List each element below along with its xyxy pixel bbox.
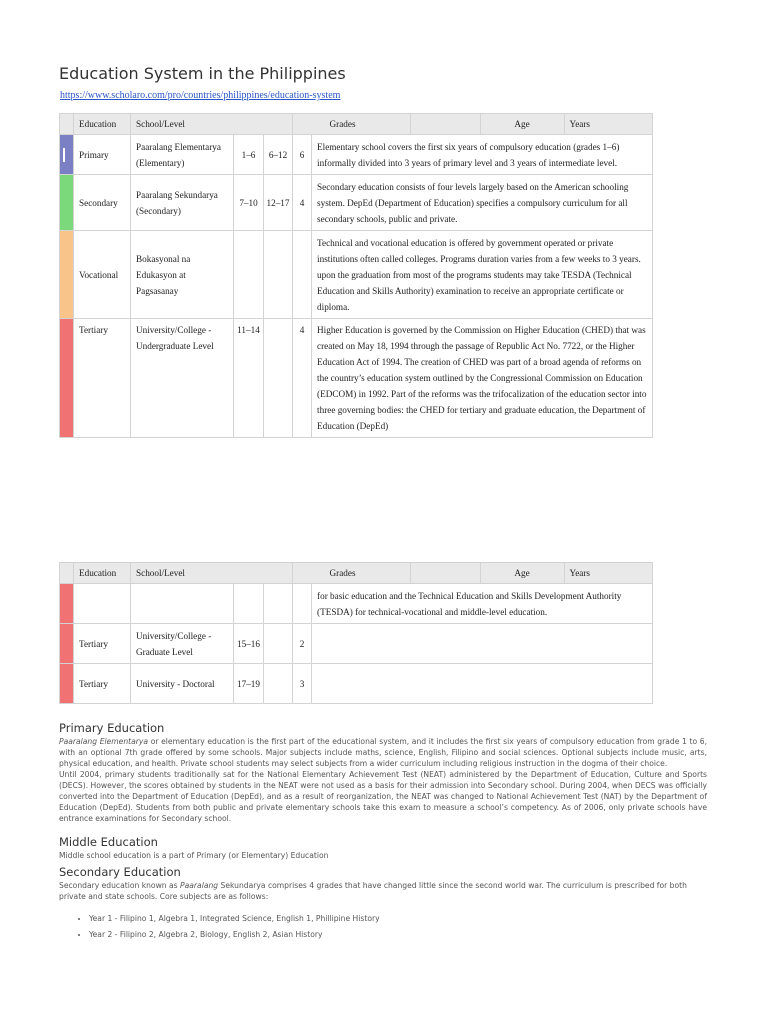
header-education: Education (74, 114, 131, 135)
cell-years (293, 584, 312, 624)
header-school-level: School/Level (131, 114, 293, 135)
header-grades: Grades (324, 114, 394, 134)
cell-years: 4 (293, 175, 312, 231)
education-table-1 (59, 113, 653, 438)
cell-notes: for basic education and the Technical Education and Skills Development Authority (TESDA) for technical-vocational and middle-level education. (312, 584, 653, 624)
cell-education: Tertiary (74, 319, 131, 438)
cell-years (293, 231, 312, 319)
header-years-notes (564, 563, 652, 583)
list-item: • Year 2 - Filipino 2, Algebra 2, Biology, English 2, Asian History (89, 929, 380, 940)
cell-education: Primary (74, 135, 131, 175)
bar-marker (63, 148, 65, 162)
secondary-paragraph (59, 880, 707, 902)
header-school-level: School/Level (131, 563, 293, 584)
cell-education: Tertiary (74, 624, 131, 664)
color-bar (60, 584, 74, 624)
color-bar (60, 175, 74, 231)
header-group (293, 114, 653, 135)
table-row (60, 175, 653, 231)
curriculum-list (59, 913, 380, 945)
cell-age: 12–17 (264, 175, 293, 231)
cell-school: Paaralang Sekundarya (Secondary) (131, 175, 234, 231)
header-years: Years (569, 119, 591, 129)
header-years: Years (569, 568, 591, 578)
cell-school: Paaralang Elementarya (Elementary) (131, 135, 234, 175)
header-education: Education (74, 563, 131, 584)
cell-notes: Elementary school covers the first six years of compulsory education (grades 1–6) informally divided into 3 years of primary level and 3 years of intermediate level. (312, 135, 653, 175)
primary-heading: Primary Education (59, 721, 165, 735)
education-table-2 (59, 562, 653, 704)
cell-grades (234, 584, 264, 624)
table-row (60, 135, 653, 175)
color-bar (60, 624, 74, 664)
table-header-row (60, 114, 653, 135)
cell-education: Vocational (74, 231, 131, 319)
primary-paragraph (59, 736, 707, 824)
cell-school: Bokasyonal na Edukasyon at Pagsasanay (131, 231, 234, 319)
cell-grades: 7–10 (234, 175, 264, 231)
cell-school (131, 584, 234, 624)
header-group (293, 563, 653, 584)
cell-notes: Higher Education is governed by the Commission on Higher Education (CHED) that was created on May 18, 1994 through the passage of Republic Act No. 7722, or the Higher Education Act of 1994. The creation of CHED was part of a broad agenda of reforms on the country’s education system outlined by the Congressional Commission on Education (EDCOM) in 1992. Part of the reforms was the trifocalization of the education sector into three governing bodies: the CHED for tertiary and graduate education, the Department of Education (DepEd) (312, 319, 653, 438)
secondary-text-before: Secondary education known as (59, 881, 181, 890)
primary-italic: Paaralang Elementarya (59, 737, 149, 746)
cell-years: 2 (293, 624, 312, 664)
cell-notes: Technical and vocational education is offered by government operated or private institutions often called colleges. Programs duration varies from a few weeks to 3 years. upon the graduation from most of the programs students may take TESDA (Technical Education and Skills Authority) examination to receive an appropriate certificate or diploma. (312, 231, 653, 319)
cell-years: 4 (293, 319, 312, 438)
cell-grades (234, 231, 264, 319)
color-bar (60, 135, 74, 175)
primary-text-2: Until 2004, primary students traditionally sat for the National Elementary Achievement Test (NEAT) administered by the Department of Education, Culture and Sports (DECS). However, the scores obtained by students in the NEAT were not used as a basis for their admission into Secondary school. During 2004, when DECS was officially converted into the Department of Education (DepEd), and as a result of reorganization, the NEAT was changed to National Achievement Test (NAT) by the Department of Education (DepEd). Students from both public and private elementary schools take this exam to measure a school’s competency. As of 2006, only private schools have entrance examinations for Secondary school. (59, 770, 707, 823)
table-row (60, 584, 653, 624)
cell-school: University - Doctoral (131, 664, 234, 704)
cell-school: University/College - Graduate Level (131, 624, 234, 664)
cell-education: Tertiary (74, 664, 131, 704)
secondary-italic: Paaralang (180, 881, 219, 890)
cell-years: 3 (293, 664, 312, 704)
table-row (60, 664, 653, 704)
cell-age (264, 231, 293, 319)
secondary-text-after: Sekundarya comprises 4 grades that have changed little since the second world war. The curriculum is prescribed for both private and state schools. Core subjects are as follows: (59, 881, 687, 901)
color-bar (60, 231, 74, 319)
cell-education: Secondary (74, 175, 131, 231)
table-row (60, 231, 653, 319)
color-header (60, 563, 74, 584)
cell-age: 6–12 (264, 135, 293, 175)
cell-notes (312, 664, 653, 704)
cell-years: 6 (293, 135, 312, 175)
cell-grades: 1–6 (234, 135, 264, 175)
cell-notes (312, 624, 653, 664)
middle-heading: Middle Education (59, 835, 158, 849)
cell-age (264, 319, 293, 438)
header-years-notes (564, 114, 652, 134)
primary-text-1: or elementary education is the first part of the educational system, and it includes the first six years of compulsory education from grade 1 to 6, with an optional 7th grade offered by some schools. Major subjects include maths, science, English, Filipino and social sciences. Optional subjects include music, arts, physical education, and health. Private school students may select subjects from a wider curriculum including religious instruction in the dogma of their choice. (59, 737, 707, 768)
table-header-row (60, 563, 653, 584)
secondary-heading: Secondary Education (59, 865, 181, 879)
source-link[interactable]: https://www.scholaro.com/pro/countries/philippines/education-system (60, 90, 341, 101)
middle-paragraph: Middle school education is a part of Primary (or Elementary) Education (59, 851, 329, 860)
cell-grades: 11–14 (234, 319, 264, 438)
table-row (60, 624, 653, 664)
cell-age (264, 624, 293, 664)
header-age: Age (480, 114, 564, 134)
cell-age (264, 664, 293, 704)
cell-school: University/College - Undergraduate Level (131, 319, 234, 438)
header-age: Age (480, 563, 564, 583)
table-row (60, 319, 653, 438)
page-title: Education System in the Philippines (59, 64, 346, 83)
cell-grades: 17–19 (234, 664, 264, 704)
cell-notes: Secondary education consists of four levels largely based on the American schooling system. DepEd (Department of Education) specifies a compulsory curriculum for all secondary schools, public and private. (312, 175, 653, 231)
cell-grades: 15–16 (234, 624, 264, 664)
cell-age (264, 584, 293, 624)
color-bar (60, 664, 74, 704)
color-bar (60, 319, 74, 438)
color-header (60, 114, 74, 135)
list-item: • Year 1 - Filipino 1, Algebra 1, Integrated Science, English 1, Phillipine History (89, 913, 380, 924)
cell-education (74, 584, 131, 624)
header-grades: Grades (324, 563, 394, 583)
